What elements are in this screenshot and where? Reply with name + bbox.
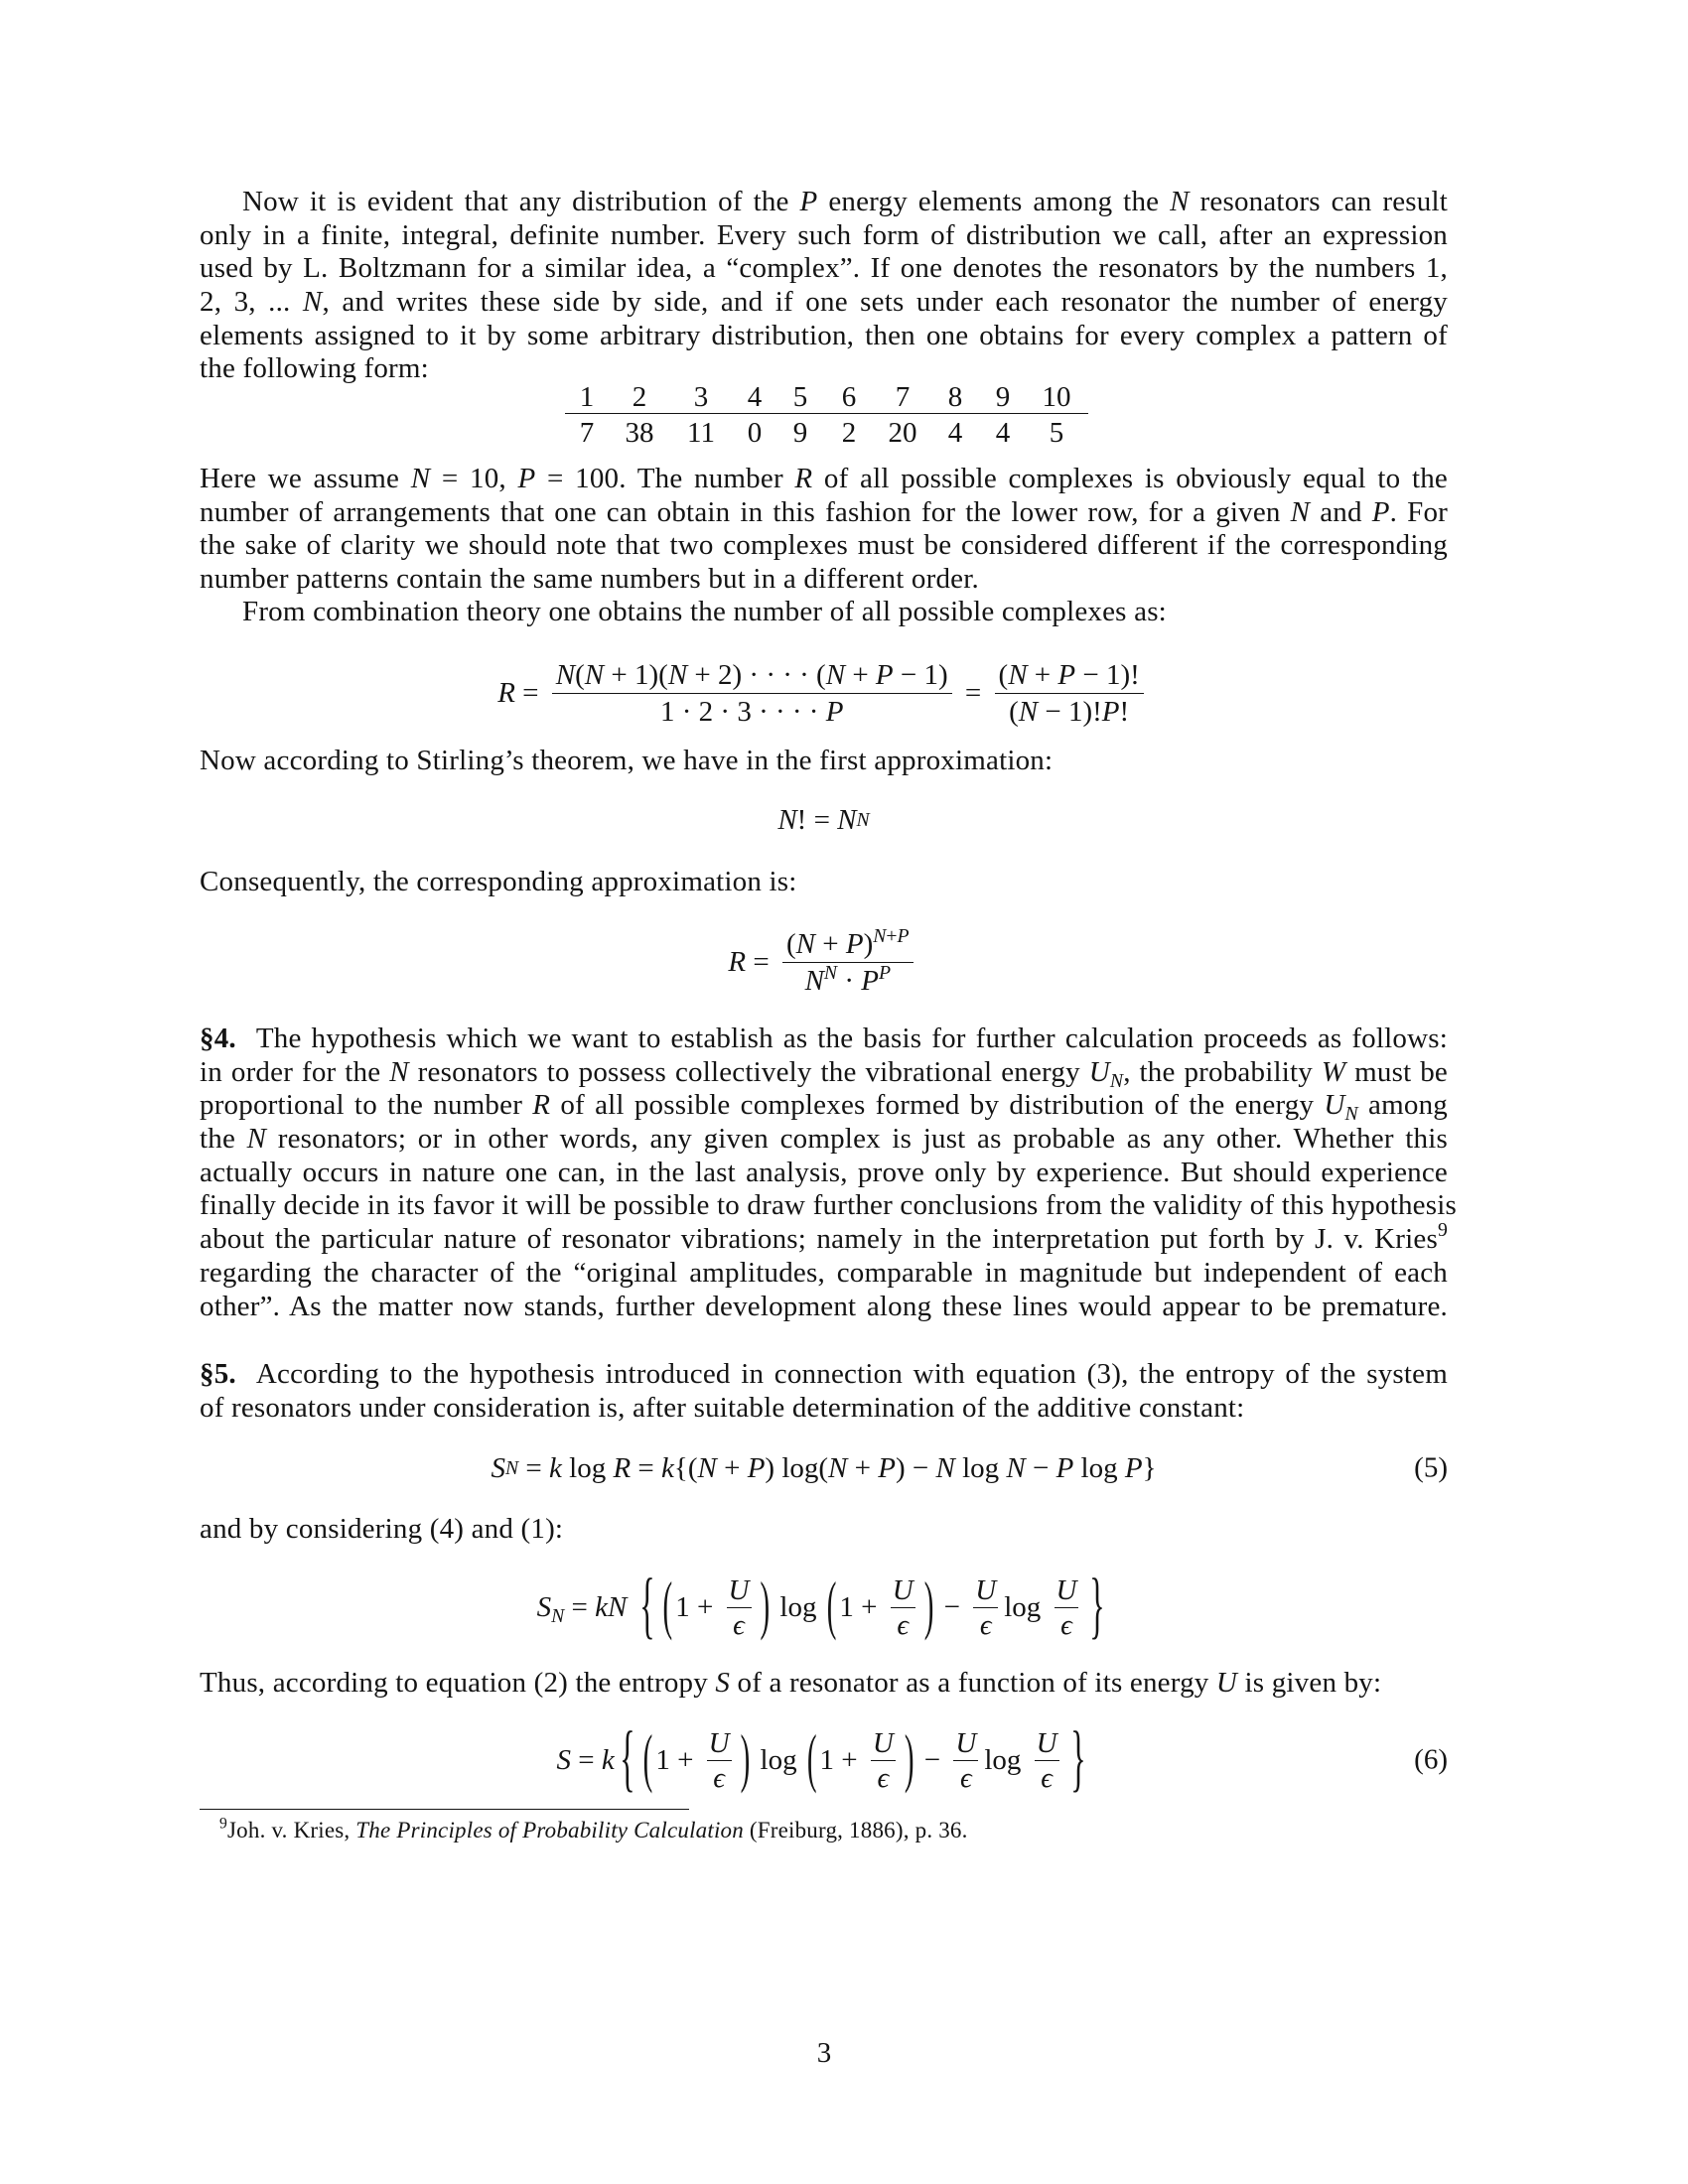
log-operator: log [773, 1590, 824, 1623]
equation-6 [200, 1706, 1448, 1815]
text-run: − 1)! [1075, 658, 1140, 691]
math-variable: N [823, 961, 838, 984]
math-variable: ϵ [979, 1608, 992, 1641]
text-run: = [957, 676, 989, 709]
text-run: ) log( [765, 1451, 829, 1484]
math-variable: k [601, 1743, 615, 1776]
text-run: From combination theory one obtains the number of all possible complexes as: [242, 596, 1167, 627]
text-line [200, 1257, 1448, 1291]
text-run: = [514, 676, 546, 709]
text-run: and [1310, 495, 1372, 528]
table-cell-resonator: 3 [693, 381, 709, 413]
text-run: must be [1345, 1055, 1449, 1088]
text-run: of a resonator as a function of its energy [730, 1667, 1216, 1699]
text-line [200, 1056, 1448, 1090]
table-cell-resonator: 8 [947, 381, 963, 413]
math-variable: P [875, 658, 894, 691]
math-variable: kN [595, 1590, 628, 1623]
text-run: = 10, [430, 463, 518, 494]
math-variable: U [1215, 1667, 1238, 1699]
text-run: According to the hypothesis introduced in connection with equation (3), the entropy of the system [255, 1358, 1448, 1390]
text-line [200, 463, 1448, 496]
table-cell-resonator: 5 [792, 381, 808, 413]
math-variable: N [1344, 1103, 1358, 1126]
math-variable: N [804, 964, 824, 997]
table-cell-energy: 38 [625, 417, 654, 449]
math-variable: P [1371, 495, 1390, 528]
text-run: and by considering (4) and (1): [200, 1513, 564, 1545]
math-variable: R [794, 463, 813, 494]
text-run: ! [1119, 695, 1130, 728]
math-variable: N [1170, 186, 1190, 217]
subscript [1345, 1103, 1358, 1125]
table-cell-resonator: 9 [995, 381, 1011, 413]
math-variable: U [1036, 1726, 1057, 1759]
text-run: ) [863, 927, 874, 960]
numerator [973, 1575, 998, 1608]
left-brace: { [638, 1565, 655, 1648]
math-variable: R [613, 1451, 632, 1484]
text-run: ! = [796, 803, 838, 836]
math-variable: N [777, 803, 797, 836]
equation-approximation [200, 907, 1448, 1017]
paragraph-complex-definition [200, 186, 1448, 386]
equation-row [536, 1565, 1111, 1648]
log-operator: log [984, 1743, 1029, 1776]
math-variable: U [892, 1573, 914, 1606]
superscript [824, 962, 837, 984]
text-run: − 1) [893, 658, 948, 691]
text-run: Here we assume [200, 463, 411, 494]
numerator [552, 659, 952, 694]
math-variable: P [517, 463, 536, 494]
paragraph-consequently [200, 866, 1448, 899]
text-run: Thus, according to equation (2) the entropy [200, 1667, 716, 1699]
numerator [953, 1728, 978, 1761]
text-run: − 1)! [1038, 695, 1102, 728]
text-run: , the probability [1123, 1055, 1322, 1088]
math-variable: U [728, 1573, 750, 1606]
text-run: among [1357, 1089, 1448, 1122]
text-run: of all possible complexes formed by distribution of the energy [550, 1089, 1325, 1122]
text-run: = [631, 1451, 662, 1484]
footnote-rule [200, 1809, 689, 1810]
text-run: about the particular nature of resonator vibrations; namely in the interpretation put forth by J. v. Kries [200, 1223, 1438, 1256]
table-cell-energy: 9 [792, 417, 808, 449]
math-variable: U [872, 1726, 894, 1759]
one-plus: 1 + [839, 1590, 885, 1623]
fraction [995, 659, 1144, 728]
math-variable: P [799, 186, 818, 217]
text-run: Now according to Stirling’s theorem, we have in the first approximation: [200, 745, 1054, 776]
text-line [200, 1157, 1448, 1190]
numerator [727, 1575, 752, 1608]
text-run: of all possible complexes is obviously equal to the [812, 463, 1448, 494]
math-variable: P [825, 695, 844, 728]
table-cell-resonator: 7 [895, 381, 911, 413]
one-plus: 1 + [675, 1590, 721, 1623]
math-variable: ϵ [713, 1761, 725, 1794]
text-line [200, 1358, 1448, 1392]
equation-stirling [200, 765, 1448, 875]
text-run: only in a finite, integral, definite number. Every such form of distribution we call, after an expression [200, 218, 1448, 251]
math-variable: P [897, 924, 910, 947]
text-run: proportional to the number [200, 1089, 533, 1122]
text-run: finally decide in its favor it will be possible to draw further conclusions from the validity of this hypothesis [200, 1189, 1457, 1222]
fraction-u-over-epsilon [871, 1728, 896, 1793]
text-run: + 1)( [604, 658, 668, 691]
text-line [200, 1513, 1448, 1547]
text-run: − [1025, 1451, 1056, 1484]
text-run: = [564, 1590, 596, 1623]
text-run: resonators; or in other words, any given complex is just as probable as any other. Whether this [266, 1123, 1448, 1156]
equation-row [556, 1717, 1090, 1801]
table-cell-resonator: 10 [1042, 381, 1071, 413]
text-line [200, 1123, 1448, 1157]
numerator [1035, 1728, 1059, 1761]
equation-row [492, 1452, 1157, 1485]
text-line [200, 186, 1448, 219]
text-run: elements assigned to it by some arbitrary distribution, then one obtains for every complex a pattern of [200, 319, 1448, 351]
numerator [707, 1728, 732, 1761]
equation-complexes-count [200, 638, 1448, 748]
text-run: resonators to possess collectively the vibrational energy [408, 1055, 1089, 1088]
math-variable: N [505, 1457, 519, 1479]
math-variable: N [584, 658, 605, 691]
math-variable: N [935, 1451, 955, 1484]
equation-lhs [497, 677, 546, 710]
math-variable: U [955, 1726, 977, 1759]
table-cell-energy: 7 [579, 417, 595, 449]
numerator [782, 924, 914, 963]
math-variable: k [549, 1451, 562, 1484]
text-run: actually occurs in nature one can, in the last analysis, prove only by experience. But should experience [200, 1156, 1448, 1188]
text-run: number of arrangements that one can obtain in this fashion for the lower row, for a given [200, 495, 1291, 528]
text-run: 1 · 2 · 3 · · · · [660, 695, 826, 728]
math-variable: P [845, 927, 864, 960]
equation-number: (6) [1414, 1743, 1448, 1776]
text-run: ( [785, 927, 796, 960]
section-number: §5. [200, 1358, 236, 1390]
math-variable: ϵ [1060, 1608, 1072, 1641]
paragraph-assumption [200, 463, 1448, 597]
text-line [200, 496, 1448, 530]
math-variable: N [1290, 495, 1311, 528]
text-run: + [847, 1451, 879, 1484]
table-cell-energy: 4 [995, 417, 1011, 449]
math-variable: P [1124, 1451, 1143, 1484]
math-variable: N [856, 809, 870, 831]
fraction [782, 924, 914, 997]
table-cell-resonator: 6 [841, 381, 857, 413]
math-variable: S [556, 1743, 571, 1776]
equation-row [777, 804, 869, 837]
text-run: energy elements among the [817, 186, 1171, 217]
text-run: } [1142, 1451, 1157, 1484]
minus-sign: − [936, 1590, 968, 1623]
left-paren: ( [662, 1570, 673, 1642]
equals-sign [958, 677, 989, 710]
text-run: ( [998, 658, 1009, 691]
denominator [656, 694, 847, 728]
left-paren: ( [642, 1722, 653, 1795]
right-paren: ) [923, 1570, 934, 1642]
math-variable: The Principles of Probability Calculation [355, 1818, 744, 1843]
table-rule [565, 413, 1088, 414]
text-run: in order for the [200, 1055, 390, 1088]
text-run: log [954, 1451, 1007, 1484]
equation-lhs [536, 1590, 634, 1627]
text-run: other”. As the matter now stands, further development along these lines would appear to be premature. [200, 1290, 1448, 1322]
math-variable: R [497, 676, 515, 709]
text-run: + [1027, 658, 1058, 691]
text-run: log [1073, 1451, 1125, 1484]
text-run: of resonators under consideration is, after suitable determination of the additive constant: [200, 1391, 1245, 1424]
table-cell-energy: 5 [1049, 417, 1064, 449]
text-line [200, 563, 1448, 597]
left-paren: ( [806, 1722, 817, 1795]
fraction-u-over-epsilon [891, 1575, 915, 1640]
text-run: + 2) · · · · ( [687, 658, 826, 691]
fraction-u-over-epsilon [953, 1728, 978, 1793]
paragraph-considering [200, 1513, 1448, 1547]
text-run: ) − [895, 1451, 936, 1484]
left-brace: { [620, 1717, 635, 1801]
math-variable: R [728, 945, 747, 978]
table-cell-energy: 20 [888, 417, 917, 449]
right-paren: ) [740, 1722, 751, 1795]
right-paren: ) [760, 1570, 771, 1642]
table-cell-resonator: 1 [579, 381, 595, 413]
equation-system-entropy [200, 1553, 1448, 1662]
math-variable: P [1057, 658, 1076, 691]
text-line [200, 529, 1448, 563]
math-variable: P [861, 964, 879, 997]
right-brace: } [1069, 1717, 1086, 1801]
footnote [219, 1817, 968, 1844]
math-variable: ϵ [897, 1608, 910, 1641]
math-variable: N [302, 286, 323, 319]
math-variable: P [878, 961, 891, 984]
denominator [1039, 1761, 1055, 1793]
page-number: 3 [816, 2037, 832, 2069]
text-run [627, 1591, 633, 1623]
math-variable: U [975, 1573, 997, 1606]
fraction-u-over-epsilon [707, 1728, 732, 1793]
table-cell-energy: 0 [747, 417, 763, 449]
fraction-u-over-epsilon [1035, 1728, 1059, 1793]
section-4-paragraph [200, 1023, 1457, 1323]
minus-sign: − [916, 1743, 948, 1776]
text-line [200, 1023, 1448, 1056]
text-run: used by L. Boltzmann for a similar idea, a “complex”. If one denotes the resonators by the numbers 1, [200, 252, 1448, 285]
math-variable: N [697, 1451, 717, 1484]
one-plus: 1 + [819, 1743, 865, 1776]
denominator [731, 1608, 747, 1640]
text-run: is given by: [1237, 1667, 1382, 1699]
text-run: . For [1389, 495, 1448, 528]
paragraph-resonator-entropy [200, 1667, 1448, 1701]
math-variable: P [1101, 695, 1120, 728]
one-plus: 1 + [655, 1743, 701, 1776]
fraction-u-over-epsilon [973, 1575, 998, 1640]
math-variable: N [389, 1055, 409, 1088]
math-variable: N [873, 924, 887, 947]
text-run: log [561, 1451, 614, 1484]
text-run: · [837, 964, 862, 997]
text-run: + [815, 927, 846, 960]
denominator [895, 1608, 911, 1640]
text-run: 2, 3, ... [200, 286, 303, 319]
superscript [873, 925, 909, 947]
math-variable: R [532, 1089, 551, 1122]
text-run: = [570, 1743, 602, 1776]
fraction-u-over-epsilon [1055, 1575, 1079, 1640]
paragraph-combination-theory [200, 596, 1448, 629]
text-line [200, 219, 1448, 253]
math-variable: P [878, 1451, 896, 1484]
math-variable: P [1055, 1451, 1074, 1484]
denominator [958, 1761, 974, 1793]
text-line [200, 1219, 1448, 1257]
text-line [200, 1291, 1448, 1324]
text-run: The hypothesis which we want to establish as the basis for further calculation proceeds as follows: [255, 1023, 1448, 1054]
table-cell-resonator: 4 [747, 381, 763, 413]
numerator [995, 659, 1144, 694]
text-line [200, 286, 1448, 320]
footnote-marker: 9 [219, 1815, 228, 1833]
math-variable: N [1008, 658, 1028, 691]
math-variable: N [1018, 695, 1039, 728]
text-run: + [716, 1451, 748, 1484]
math-variable: N [795, 927, 815, 960]
footnote-reference: 9 [1437, 1219, 1448, 1242]
math-variable: U [1055, 1573, 1077, 1606]
right-brace: } [1089, 1565, 1106, 1648]
section-number: §4. [200, 1023, 236, 1054]
text-run: the following form: [200, 352, 429, 385]
math-variable: U [708, 1726, 730, 1759]
text-run: resonators can result [1189, 186, 1448, 217]
math-variable: N [1109, 1069, 1124, 1092]
math-variable: k [661, 1451, 674, 1484]
text-run: , and writes these side by side, and if one sets under each resonator the number of energy [322, 286, 1449, 319]
denominator [876, 1761, 892, 1793]
text-run: regarding the character of the “original amplitudes, comparable in magnitude but independent of each [200, 1256, 1448, 1289]
math-variable: U [1324, 1089, 1345, 1122]
text-line [200, 1667, 1448, 1701]
math-variable: N [246, 1123, 267, 1156]
text-run: Now it is evident that any distribution of the [242, 186, 800, 217]
equation-lhs [556, 1744, 614, 1777]
table-cell-resonator: 2 [632, 381, 647, 413]
math-variable: N [551, 1604, 565, 1627]
text-run: = 100. The number [535, 463, 795, 494]
table-cell-energy: 4 [947, 417, 963, 449]
text-run: {( [673, 1451, 698, 1484]
numerator [891, 1575, 915, 1608]
text-run: (Freiburg, 1886), p. 36. [743, 1818, 968, 1843]
equation-number: (5) [1414, 1451, 1448, 1484]
math-variable: N [828, 1451, 848, 1484]
denominator [711, 1761, 727, 1793]
math-variable: P [747, 1451, 766, 1484]
text-run: number patterns contain the same numbers but in a different order. [200, 563, 979, 596]
left-paren: ( [826, 1570, 837, 1642]
subscript [551, 1604, 564, 1626]
text-line [200, 1189, 1457, 1223]
log-operator: log [1004, 1590, 1049, 1623]
denominator [1005, 694, 1133, 728]
denominator [978, 1608, 994, 1640]
math-variable: U [1088, 1055, 1110, 1088]
text-run: + [886, 924, 898, 947]
text-run: ( [575, 658, 585, 691]
text-run: the [200, 1123, 247, 1156]
text-run: = [746, 945, 776, 978]
text-run: Joh. v. Kries, [227, 1818, 356, 1843]
text-line [200, 596, 1448, 629]
math-variable: N [555, 658, 576, 691]
fraction-u-over-epsilon [727, 1575, 752, 1640]
text-run: Consequently, the corresponding approximation is: [200, 866, 797, 897]
numerator [871, 1728, 896, 1761]
text-line [200, 352, 1448, 386]
numerator [1055, 1575, 1079, 1608]
math-variable: ϵ [1041, 1761, 1053, 1794]
text-run: = [518, 1451, 550, 1484]
denominator [801, 963, 895, 997]
math-variable: N [825, 658, 846, 691]
equation-row [497, 659, 1150, 728]
math-variable: S [715, 1667, 731, 1699]
superscript [879, 962, 891, 984]
text-line [200, 866, 1448, 899]
math-variable: S [536, 1590, 552, 1623]
denominator [1058, 1608, 1074, 1640]
footnote-text [227, 1818, 968, 1843]
text-line [200, 1089, 1448, 1126]
subscript [1110, 1070, 1123, 1092]
log-operator: log [753, 1743, 804, 1776]
equation-row [728, 924, 918, 997]
math-variable: ϵ [960, 1761, 972, 1794]
right-paren: ) [904, 1722, 914, 1795]
math-variable: N [1006, 1451, 1026, 1484]
table-cell-energy: 11 [687, 417, 715, 449]
equation-lhs [728, 946, 776, 979]
math-variable: W [1321, 1055, 1346, 1088]
equation-5 [200, 1414, 1448, 1523]
text-run: + [845, 658, 876, 691]
math-variable: ϵ [733, 1608, 745, 1641]
math-variable: ϵ [877, 1761, 890, 1794]
text-line [200, 320, 1448, 353]
table-cell-energy: 2 [841, 417, 857, 449]
fraction [552, 659, 952, 728]
text-line [200, 252, 1448, 286]
math-variable: S [491, 1451, 505, 1484]
math-variable: N [837, 803, 857, 836]
math-variable: N [410, 463, 431, 494]
text-run: the sake of clarity we should note that two complexes must be considered different if the corresponding [200, 529, 1448, 562]
math-variable: N [667, 658, 688, 691]
text-run: ( [1009, 695, 1019, 728]
